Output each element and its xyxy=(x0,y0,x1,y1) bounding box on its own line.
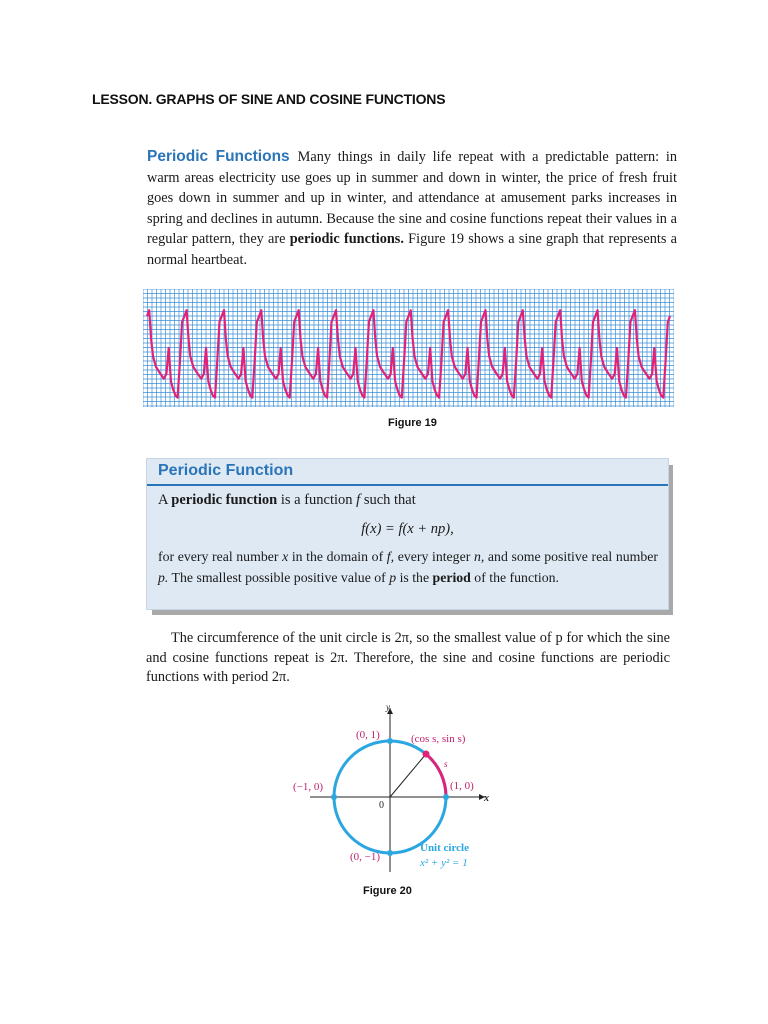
label-top: (0, 1) xyxy=(356,729,380,741)
radius-line xyxy=(390,754,426,797)
def-text: and some positive real number xyxy=(484,549,658,564)
figure-19-caption: Figure 19 xyxy=(388,417,437,429)
def-text: every integer xyxy=(394,549,474,564)
label-bottom: (0, −1) xyxy=(350,851,381,863)
axis-y-label: y xyxy=(386,702,390,712)
intro-bold-term: periodic functions. xyxy=(289,231,404,247)
definition-divider xyxy=(147,484,668,486)
def-text: A xyxy=(158,492,172,508)
def-var: f, xyxy=(386,549,395,564)
def-text: is the xyxy=(396,569,433,585)
definition-formula: f(x) = f(x + np), xyxy=(361,521,454,537)
def-term: period xyxy=(432,569,471,585)
label-origin: 0 xyxy=(379,800,384,811)
def-var: p. xyxy=(158,569,169,585)
axis-x-label: x xyxy=(484,793,489,804)
definition-title: Periodic Function xyxy=(158,462,294,479)
def-text: such that xyxy=(360,492,416,508)
definition-line xyxy=(158,492,416,509)
def-text: for every real number xyxy=(158,549,283,564)
def-text: in the domain of xyxy=(288,549,387,564)
point-top xyxy=(387,738,393,744)
figure-20-caption: Figure 20 xyxy=(363,885,412,897)
def-var: f xyxy=(356,492,361,508)
lesson-title: LESSON. GRAPHS OF SINE AND COSINE FUNCTIONS xyxy=(92,91,446,107)
label-equation: x² + y² = 1 xyxy=(420,857,468,869)
point-bottom xyxy=(387,850,393,856)
point-left xyxy=(331,794,337,800)
figure-19-heartbeat-graph xyxy=(143,289,674,407)
intro-text-1: Many things in daily life repeat with a predictable pattern: in warm areas electricity use goes up in summer and down in winter, the price of fresh fruit goes down in summer and up in winter, and attendance at amusement parks increases in spring and declines in autumn. Because the sine and cosine functions repeat their values in a regular pattern, they are xyxy=(147,149,677,247)
definition-box xyxy=(146,458,669,610)
circumference-paragraph xyxy=(146,629,670,688)
arc-s xyxy=(426,754,446,797)
label-left: (−1, 0) xyxy=(293,781,324,793)
definition-body xyxy=(158,547,658,588)
label-arc-s: s xyxy=(444,759,448,769)
def-text: of the function. xyxy=(470,569,559,585)
figure-20-unit-circle xyxy=(280,700,520,880)
section-heading: Periodic Functions xyxy=(147,148,290,165)
intro-text-2: Figure 19 shows a sine graph that represents a normal heartbeat. xyxy=(147,231,677,268)
def-text: is a function xyxy=(277,492,357,508)
def-var: x xyxy=(282,549,289,564)
def-term: periodic function xyxy=(171,492,278,508)
def-var: p xyxy=(389,569,397,585)
point-right xyxy=(443,794,449,800)
def-text: The smallest possible positive value of xyxy=(168,569,390,585)
def-var: n, xyxy=(473,549,485,564)
label-unit-circle: Unit circle xyxy=(420,842,469,854)
label-cos-sin: (cos s, sin s) xyxy=(411,733,466,745)
intro-paragraph xyxy=(147,147,677,270)
circumference-text: The circumference of the unit circle is 2π, so the smallest value of p for which the sine and cosine functions repeat is 2π. Therefore, the sine and cosine functions are periodic functions with period 2π. xyxy=(146,630,670,685)
label-right: (1, 0) xyxy=(450,780,474,792)
point-cos-sin xyxy=(423,751,430,758)
